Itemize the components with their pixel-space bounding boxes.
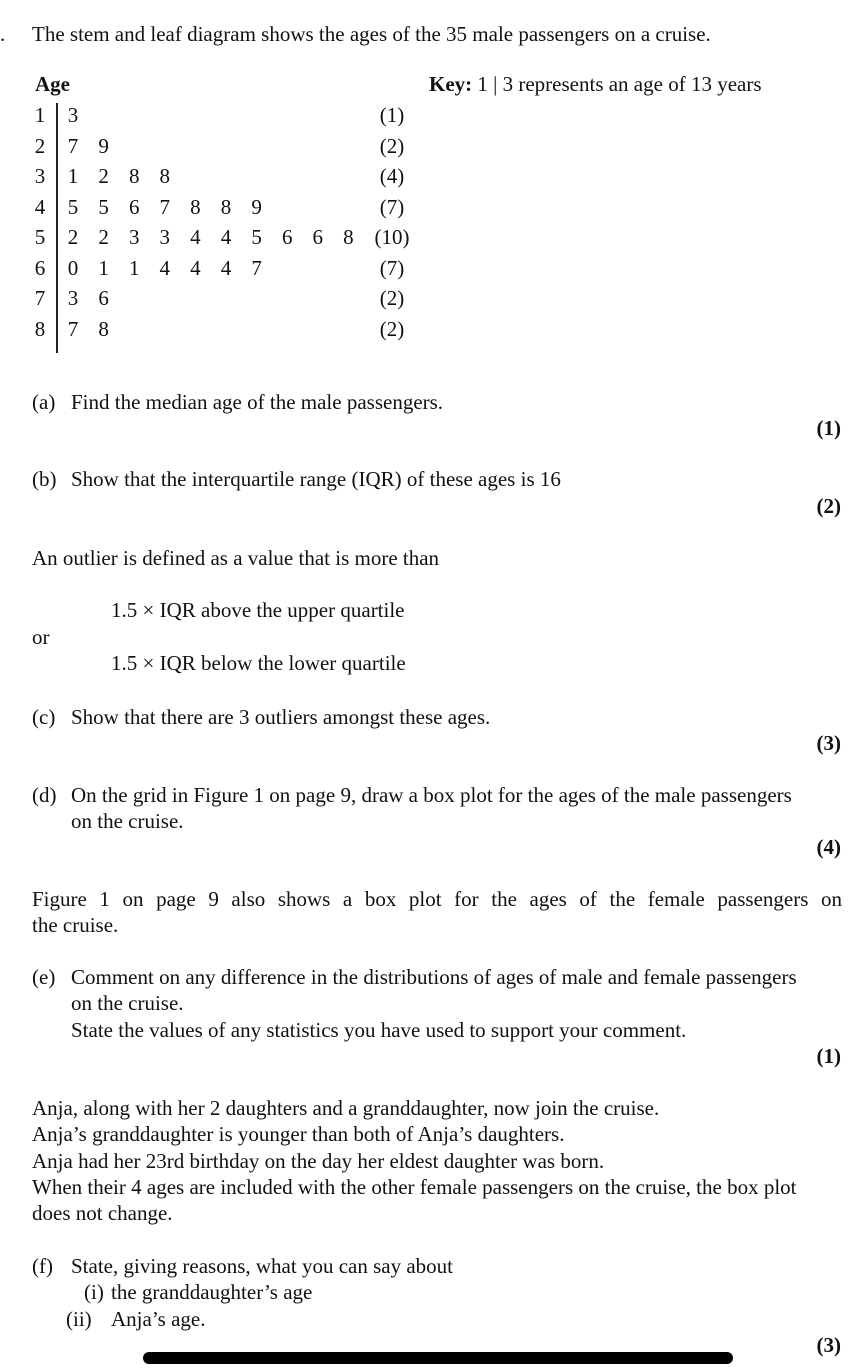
leaf-value: 6: [312, 225, 324, 249]
part-c-text: Show that there are 3 outliers amongst these ages.: [71, 705, 491, 729]
part-e-label: (e): [32, 965, 56, 989]
stem-value: 3: [34, 164, 46, 188]
figure-note-line2: the cruise.: [32, 913, 119, 937]
leaf-value: 8: [159, 164, 171, 188]
leaf-value: 8: [220, 194, 232, 219]
diagram-key: [429, 71, 762, 98]
stem-value: 4: [34, 194, 46, 219]
stem-leaf-row: [0, 163, 440, 194]
leaf-value: 1: [67, 164, 79, 188]
anja-line5: does not change.: [32, 1201, 173, 1225]
leaf-value: 1: [128, 255, 140, 280]
row-frequency: (2): [379, 286, 405, 310]
row-frequency: (7): [379, 194, 405, 219]
outlier-upper-rule: 1.5 × IQR above the upper quartile: [111, 598, 405, 622]
figure-note-line1: Figure 1 on page 9 also shows a box plot for the ages of the female passengers on: [32, 887, 842, 911]
row-frequency: (1): [379, 103, 405, 127]
anja-line1: Anja, along with her 2 daughters and a granddaughter, now join the cruise.: [32, 1096, 660, 1120]
leaf-value: 2: [98, 164, 109, 188]
leaf-value: 6: [98, 286, 109, 310]
row-frequency: (4): [379, 164, 405, 188]
row-frequency: (7): [379, 255, 405, 280]
part-a-marks: (1): [816, 416, 841, 440]
part-d-line1: On the grid in Figure 1 on page 9, draw a box plot for the ages of the male passengers: [71, 783, 792, 807]
part-f-marks: (3): [816, 1333, 841, 1357]
leaf-value: 1: [98, 255, 109, 280]
row-frequency: (2): [379, 316, 405, 341]
part-a-text: Find the median age of the male passengers.: [71, 390, 444, 414]
part-f-label: (f): [32, 1254, 53, 1278]
leaf-value: 7: [159, 194, 171, 219]
leaf-value: 8: [98, 316, 109, 341]
anja-line3: Anja had her 23rd birthday on the day her eldest daughter was born.: [32, 1149, 605, 1173]
part-f-sub1-label: (i): [84, 1280, 104, 1304]
part-c-marks: (3): [816, 731, 841, 755]
leaf-value: 9: [98, 133, 109, 158]
stem-value: 1: [34, 103, 46, 127]
part-e-line1: Comment on any difference in the distributions of ages of male and female passengers: [71, 965, 797, 989]
leaf-value: 4: [159, 255, 171, 280]
anja-line2: Anja’s granddaughter is younger than both of Anja’s daughters.: [32, 1122, 565, 1146]
stem-leaf-row: [0, 194, 440, 225]
leaf-value: 4: [190, 225, 201, 249]
leaf-value: 2: [67, 225, 79, 249]
part-f-text: State, giving reasons, what you can say about: [71, 1254, 453, 1278]
leaf-value: 3: [128, 225, 140, 249]
part-f-sub2-text: Anja’s age.: [111, 1307, 206, 1331]
leaf-value: 7: [251, 255, 262, 280]
leaf-value: 5: [251, 225, 262, 249]
stem-value: 7: [34, 286, 46, 310]
part-e-marks: (1): [816, 1044, 841, 1068]
row-frequency: (10): [374, 225, 410, 249]
leaf-value: 5: [67, 194, 79, 219]
part-b-marks: (2): [816, 494, 841, 518]
part-b-label: (b): [32, 467, 57, 491]
outlier-lower-rule: 1.5 × IQR below the lower quartile: [111, 651, 406, 675]
leaf-value: 9: [251, 194, 262, 219]
leaf-value: 3: [67, 103, 79, 127]
part-f-sub1-text: the granddaughter’s age: [111, 1280, 313, 1304]
part-a-label: (a): [32, 390, 56, 414]
stem-value: 6: [34, 255, 46, 280]
question-number: .: [0, 22, 6, 46]
stem-value: 2: [34, 133, 46, 158]
part-d-line2: on the cruise.: [71, 809, 184, 833]
stem-leaf-row: [0, 102, 440, 133]
stem-value: 8: [34, 316, 46, 341]
stem-leaf-row: [0, 133, 440, 164]
leaf-value: 7: [67, 316, 79, 341]
leaf-value: 6: [281, 225, 293, 249]
question-intro: The stem and leaf diagram shows the ages of the 35 male passengers on a cruise.: [32, 22, 711, 46]
home-indicator-bar[interactable]: [143, 1352, 733, 1364]
part-e-line2: on the cruise.: [71, 991, 184, 1015]
stem-leaf-row: [0, 316, 440, 347]
leaf-value: 4: [220, 255, 232, 280]
part-e-line3: State the values of any statistics you have used to support your comment.: [71, 1018, 687, 1042]
key-label: Key:: [429, 72, 473, 96]
leaf-value: 8: [128, 164, 140, 188]
diagram-title: Age: [35, 72, 70, 96]
stem-leaf-row: [0, 285, 440, 316]
leaf-value: 3: [159, 225, 171, 249]
leaf-value: 6: [128, 194, 140, 219]
stem-leaf-row: [0, 224, 440, 255]
leaf-value: 5: [98, 194, 109, 219]
part-d-marks: (4): [816, 835, 841, 859]
outlier-or: or: [32, 625, 50, 649]
outlier-intro: An outlier is defined as a value that is more than: [32, 546, 440, 570]
leaf-value: 2: [98, 225, 109, 249]
stem-value: 5: [34, 225, 46, 249]
part-b-text: Show that the interquartile range (IQR) of these ages is 16: [71, 467, 561, 491]
anja-line4: When their 4 ages are included with the other female passengers on the cruise, the box plot: [32, 1175, 797, 1199]
leaf-value: 4: [220, 225, 232, 249]
part-f-sub2-label: (ii): [66, 1307, 92, 1331]
leaf-value: 8: [190, 194, 201, 219]
leaf-value: 4: [190, 255, 201, 280]
key-text: 1 | 3 represents an age of 13 years: [477, 72, 762, 96]
stem-leaf-row: [0, 255, 440, 286]
part-d-label: (d): [32, 783, 57, 807]
leaf-value: 0: [67, 255, 79, 280]
leaf-value: 3: [67, 286, 79, 310]
part-c-label: (c): [32, 705, 56, 729]
leaf-value: 7: [67, 133, 79, 158]
row-frequency: (2): [379, 133, 405, 158]
leaf-value: 8: [343, 225, 354, 249]
